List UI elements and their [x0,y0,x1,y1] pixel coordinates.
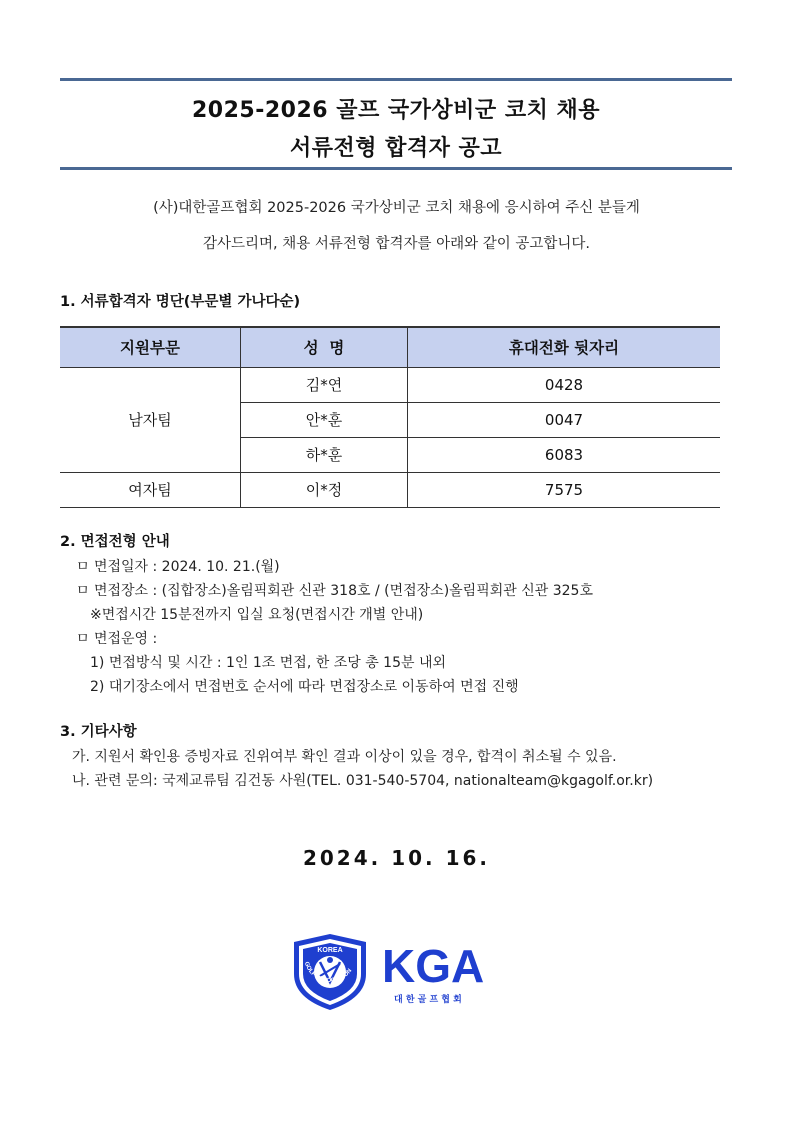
column-header-division: 지원부문 [60,327,241,367]
column-header-name: 성 명 [241,327,408,367]
interview-op-1: 1) 면접방식 및 시간 : 1인 1조 면접, 한 조당 총 15분 내외 [90,655,446,671]
section-1-heading: 1. 서류합격자 명단(부문별 가나다순) [60,294,301,310]
intro-line-1: (사)대한골프협회 2025-2026 국가상비군 코치 채용에 응시하여 주신 분들게 [153,200,640,216]
phone-cell: 7575 [408,472,721,507]
interview-op-2: 2) 대기장소에서 면접번호 순서에 따라 면접장소로 이동하여 면접 진행 [90,679,519,695]
name-cell: 안*훈 [241,402,408,437]
table-header-row [60,327,720,367]
column-header-phone: 휴대전화 뒷자리 [408,327,721,367]
section-2-heading: 2. 면접전형 안내 [60,534,170,550]
intro-line-2: 감사드리며, 채용 서류전형 합격자를 아래와 같이 공고합니다. [202,236,591,252]
name-cell: 김*연 [241,367,408,402]
notice-date: 2024. 10. 16. [302,846,491,870]
interview-operation: ㅁ 면접운영 : [76,631,158,647]
table-row [60,472,720,507]
section-3-heading: 3. 기타사항 [60,724,137,740]
kga-subtitle: 대 한 골 프 협 회 [394,995,462,1005]
kga-logo [290,932,510,1012]
phone-cell: 6083 [408,437,721,472]
name-cell: 하*훈 [241,437,408,472]
interview-date: ㅁ 면접일자 : 2024. 10. 21.(월) [76,559,280,575]
interview-note: ※면접시간 15분전까지 입실 요청(면접시간 개별 안내) [90,607,424,623]
phone-cell: 0428 [408,367,721,402]
division-cell: 남자팀 [60,367,241,472]
title-line-2: 서류전형 합격자 공고 [289,136,503,161]
emblem-ring-text: GOLF ASSOCIATION [302,961,354,985]
title-line-1: 2025-2026 골프 국가상비군 코치 채용 [191,98,600,123]
emblem-top-text: KOREA [317,947,343,954]
table-row [60,367,720,402]
name-cell: 이*정 [241,472,408,507]
kga-emblem-icon [290,932,510,1012]
division-cell: 여자팀 [60,472,241,507]
etc-item-1: 가. 지원서 확인용 증빙자료 진위여부 확인 결과 이상이 있을 경우, 합격이 취소될 수 있음. [72,749,617,765]
interview-place: ㅁ 면접장소 : (집합장소)올림픽회관 신관 318호 / (면접장소)올림픽회관 신관 325호 [76,583,593,599]
applicant-table [60,326,720,508]
etc-item-2: 나. 관련 문의: 국제교류팀 김건동 사원(TEL. 031-540-5704, nationalteam@kgagolf.or.kr) [72,773,654,789]
phone-cell: 0047 [408,402,721,437]
title-box [60,78,732,170]
kga-wordmark: KGA [382,940,485,992]
